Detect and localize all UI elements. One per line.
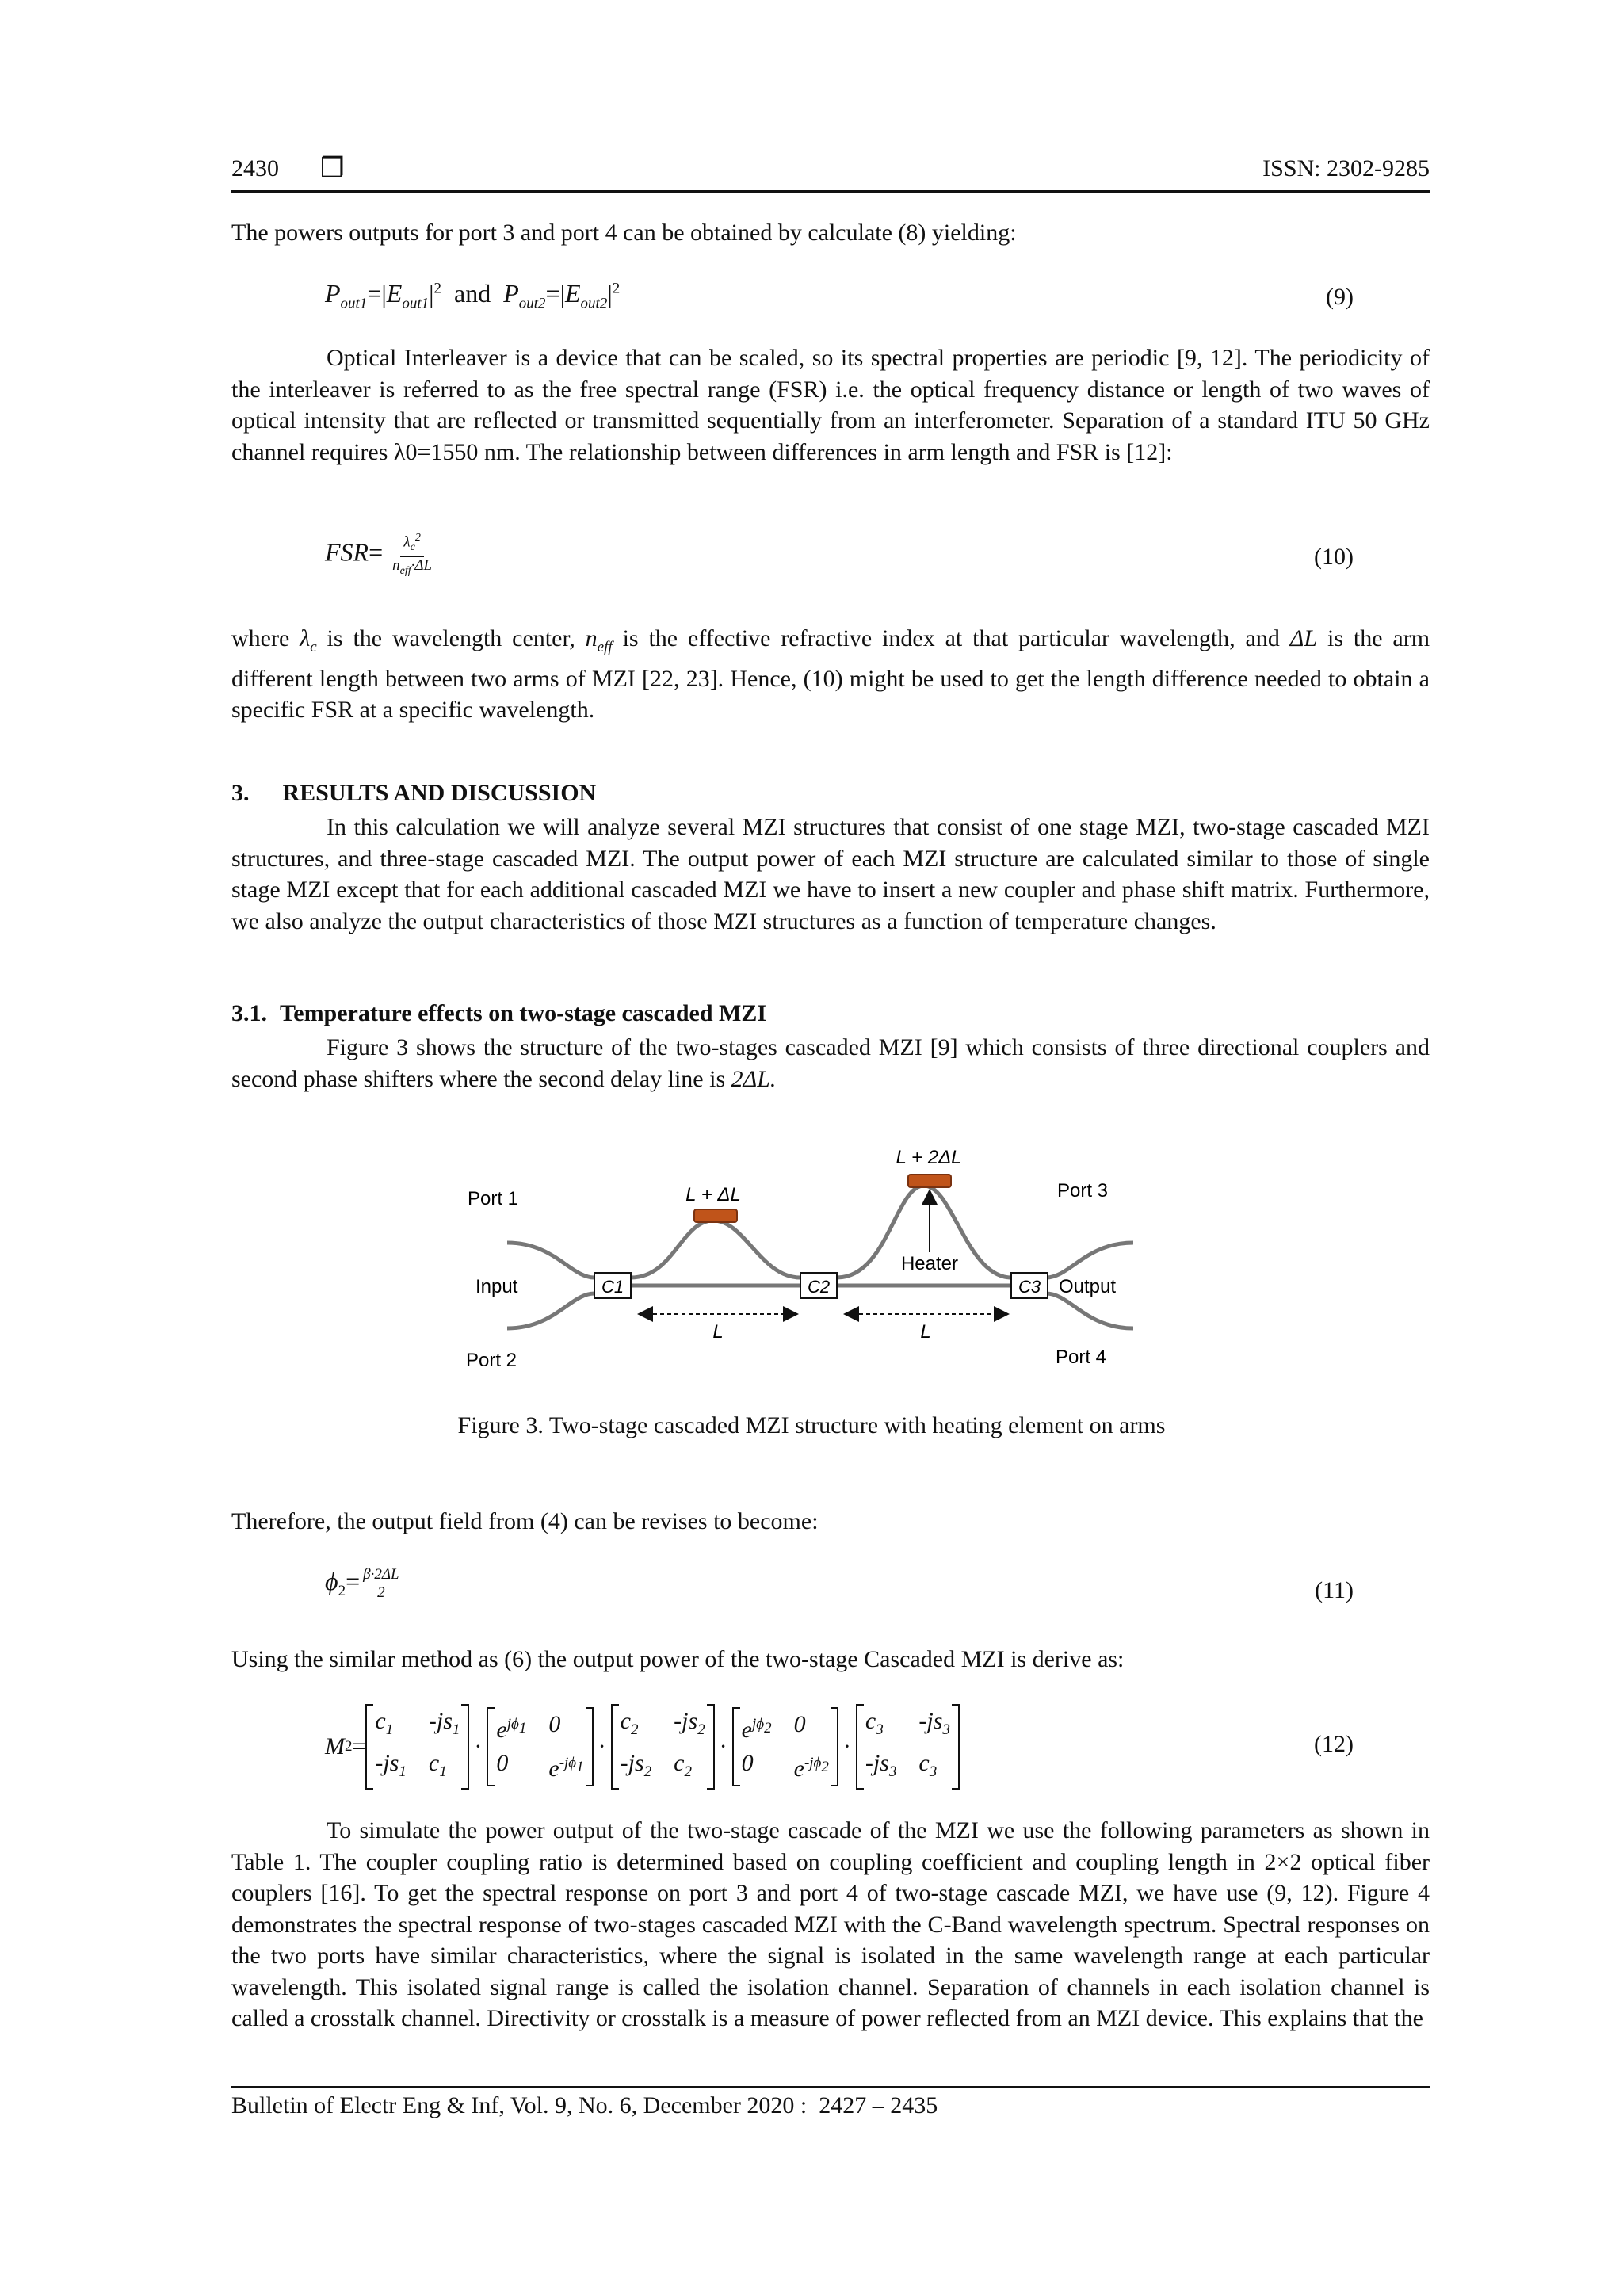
therefore-paragraph: Therefore, the output field from (4) can be revises to become:: [231, 1508, 819, 1534]
checkbox-symbol: ❒: [320, 154, 345, 183]
eq10-lhs: FSR: [325, 537, 369, 567]
arm2-label: L + 2ΔL: [896, 1147, 962, 1168]
length-label-1: L: [712, 1321, 724, 1343]
c1-label: C1: [601, 1277, 624, 1297]
page-number: 2430: [231, 155, 279, 181]
port4-label: Port 4: [1055, 1347, 1106, 1368]
results-paragraph: In this calculation we will analyze several MZI structures that consist of one stage MZI, two-stage cascaded MZI structures, and three-stage cascaded MZI. The output power of each MZI structure are calculated similar to those of single stage MZI except that for each additional cascaded MZI we have to insert a new coupler and phase shift matrix. Furthermore, we also analyze the output characteristics of those MZI structures as a function of temperature changes.: [231, 814, 1430, 934]
figure-3-caption: Figure 3. Two-stage cascaded MZI structure with heating element on arms: [457, 1412, 1166, 1438]
heater-2: [908, 1175, 951, 1187]
c2-label: C2: [807, 1277, 831, 1297]
equation-10-number: (10): [1314, 544, 1354, 570]
interleaver-paragraph: Optical Interleaver is a device that can be scaled, so its spectral properties are periodic [9, 12]. The periodicity of the interleaver is referred to as the free spectral range (FSR) i.e. the optical frequency distance or length of two waves of optical intensity that are reflected or transmitted sequentially from an interferometer. Separation of a standard ITU 50 GHz channel requires λ0=1550 nm. The relationship between differences in arm length and FSR is [12]:: [231, 345, 1430, 465]
coupler-matrix-3: $c_3$ $-js_3$ $-js_3$ $c_3$: [856, 1704, 960, 1790]
equation-12-number: (12): [1314, 1731, 1354, 1757]
intro-paragraph: The powers outputs for port 3 and port 4 can be obtained by calculate (8) yielding:: [231, 220, 1017, 246]
output-label: Output: [1058, 1276, 1116, 1297]
equation-11-number: (11): [1315, 1577, 1354, 1603]
phase-matrix-1: $e^{j\phi_1}$ 0 0 $e^{-j\phi_1}$: [487, 1707, 593, 1786]
equation-11: $\phi_2=$ $\frac{\beta\cdot 2\Delta L}{2}$: [325, 1566, 403, 1602]
port2-label: Port 2: [466, 1350, 517, 1371]
port3-label: Port 3: [1056, 1180, 1108, 1201]
input-fiber-bottom: [507, 1293, 594, 1328]
coupler-matrix-1: $c_1$ $-js_1$ $-js_1$ $c_1$: [365, 1704, 469, 1790]
port1-label: Port 1: [468, 1188, 519, 1209]
equation-12: M 2 = $c_1$ $-js_1$ $-js_1$ $c_1$ · $e^{j\phi_1}$ 0 0 $e^{-j\phi_1}$ · $c_2$ $-js_2$ $-js_2$ $c_2$ · $e^{j\phi_2}$ 0 0 $e^{-j\phi_2}$ · $c_3$ $-js_3$ $-js_3$ $c_3$: [325, 1704, 960, 1790]
output-fiber-top: [1046, 1243, 1133, 1278]
input-label: Input: [475, 1276, 518, 1297]
section-3-1-heading: 3.1. Temperature effects on two-stage cascaded MZI: [231, 1000, 767, 1026]
eq9-and: and: [454, 279, 491, 308]
equation-9: $P_{out1}=|E_{out1}|^2$ and $P_{out2}=|E_{out2}|^2$: [325, 279, 621, 312]
where-paragraph: where $\lambda_c$ is the wavelength center, $n_{eff}$ is the effective refractive index at that particular wavelength, and ΔL is the arm different length between two arms of MZI [22, 23]. Hence, (10) might be used to get the length difference needed to obtain a specific FSR at a specific wavelength.: [231, 625, 1430, 723]
section-3-heading: 3. RESULTS AND DISCUSSION: [231, 780, 597, 806]
issn: ISSN: 2302-9285: [1262, 155, 1430, 181]
footer-citation: Bulletin of Electr Eng & Inf, Vol. 9, No. 6, December 2020 : 2427 – 2435: [231, 2092, 938, 2118]
heater-1: [694, 1209, 737, 1222]
equation-9-number: (9): [1326, 284, 1354, 310]
heater-label: Heater: [900, 1253, 959, 1274]
upper-arm-1: [631, 1221, 800, 1278]
mzi-diagram: [444, 1141, 1141, 1395]
figure3-intro-paragraph: Figure 3 shows the structure of the two-stages cascaded MZI [9] which consists of three directional couplers and second phase shifters where the second delay line is 2ΔL.: [231, 1034, 1430, 1092]
arm1-label: L + ΔL: [685, 1184, 741, 1205]
using-paragraph: Using the similar method as (6) the output power of the two-stage Cascaded MZI is derive as:: [231, 1646, 1125, 1672]
fsr-fraction: $\frac{\lambda_c^2}{n_{eff}\cdot\Delta L}$: [389, 529, 435, 580]
phi2-fraction: $\frac{\beta\cdot 2\Delta L}{2}$: [360, 1566, 402, 1602]
simulate-paragraph: To simulate the power output of the two-stage cascade of the MZI we use the following parameters as shown in Table 1. The coupler coupling ratio is determined based on coupling coefficient and coupling length in 2×2 optical fiber couplers [16]. To get the spectral response on port 3 and port 4 of two-stage cascade MZI, we have use (9, 12). Figure 4 demonstrates the spectral response of two-stages cascaded MZI with the C-Band wavelength spectrum. Spectral responses on the two ports have similar characteristics, where the signal is isolated in the same wavelength range at each particular wavelength. This isolated signal range is called the isolation channel. Separation of channels in each isolation channel is called a crosstalk channel. Directivity or crosstalk is a measure of power reflected from an MZI device. This explains that the: [231, 1817, 1430, 2031]
coupler-matrix-2: $c_2$ $-js_2$ $-js_2$ $c_2$: [611, 1704, 715, 1790]
length-label-2: L: [920, 1321, 931, 1343]
output-fiber-bottom: [1046, 1293, 1133, 1328]
header-rule: [231, 190, 1430, 193]
footer-rule: [231, 2086, 1430, 2088]
c3-label: C3: [1018, 1277, 1041, 1297]
phase-matrix-2: $e^{j\phi_2}$ 0 0 $e^{-j\phi_2}$: [732, 1707, 838, 1786]
input-fiber-top: [507, 1243, 594, 1278]
equation-10: FSR= $\frac{\lambda_c^2}{n_{eff}\cdot\Delta L}$: [325, 529, 435, 580]
